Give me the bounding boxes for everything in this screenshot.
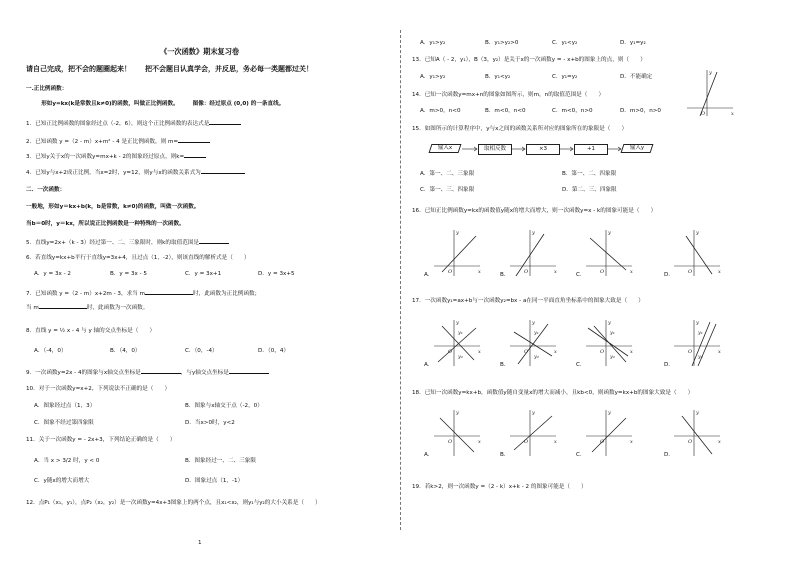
origin-label: O: [524, 349, 529, 355]
question-14-option-b[interactable]: B．m<0，n<0: [485, 108, 526, 114]
question-9-text-b: ，与y轴交点坐标是: [180, 370, 229, 376]
flow-output-y-label: 输入y: [629, 145, 645, 151]
line-label-y2: y₂: [534, 354, 539, 360]
graph-line-1: [440, 418, 474, 452]
axis-label-y: y: [696, 320, 699, 326]
axis-label-x: x: [478, 349, 481, 355]
line-label-y1: y₁: [534, 330, 539, 336]
axis-label-y: y: [608, 410, 611, 416]
question-13: 13．已知A（ - 2，y₁），B（3，y₂）是关于x的一次函数y = - x+b的图象上的点，则（ ）: [412, 57, 646, 63]
axis-label-x: x: [718, 439, 721, 445]
axis-label-y: y: [608, 320, 611, 326]
question-6-option-c[interactable]: C．y = 3x+1: [185, 271, 222, 277]
question-7: [26, 289, 260, 298]
flow-arrows: [460, 146, 624, 152]
question-4-text: 4．已知y与x+2成正比例，当x=2时，y=12，则y与x的函数关系式为: [26, 170, 201, 176]
question-9-text: 9．一次函数y=2x - 4的图象与x轴交点坐标是: [26, 370, 141, 376]
question-3: [26, 152, 206, 161]
graph-line-1: [514, 416, 552, 450]
answer-blank[interactable]: [209, 119, 241, 125]
question-3-text: 3．已知y关于x的一次函数y=mx+k - 2的图象经过原点，则k=: [26, 154, 185, 160]
question-19: 19．若k>2，则一次函数y =（2 - k）x+k - 2 的图象可能是（ ）: [412, 484, 587, 490]
q16-option-graph-b: [508, 228, 558, 278]
origin-label: O: [448, 349, 453, 355]
graph-line-1: [682, 416, 712, 454]
q17-option-graph-b: [508, 318, 558, 368]
answer-blank[interactable]: [184, 152, 206, 158]
question-10: 10．对于一次函数y=x+2，下列说法不正确的是（ ）: [26, 386, 171, 392]
axis-label-x: x: [718, 269, 721, 275]
q17-option-d[interactable]: D.: [664, 362, 671, 368]
question-7-text-c: 当 m: [26, 305, 39, 311]
column-divider: [400, 30, 401, 530]
line-label-y1: y₁: [458, 330, 463, 336]
question-5-text: 5．直线y=2x+（k - 3）经过第一、二、三象限时，则k的取值范围是: [26, 240, 199, 246]
question-15-option-b[interactable]: B．第一、二、四象限: [562, 171, 617, 177]
q17-option-c[interactable]: C.: [576, 362, 582, 368]
line-label-y1: y₁: [698, 330, 703, 336]
axis-label-x: x: [630, 439, 633, 445]
graph-line-1: [438, 328, 476, 362]
q16-option-c[interactable]: C.: [576, 272, 582, 278]
question-5: [26, 238, 229, 247]
origin-label: O: [688, 269, 693, 275]
intro-note: 请自己完成，把不会的题圈起来！ 把不会题目认真学会，并反思，务必每一类题都过关！: [26, 65, 313, 73]
question-10-option-d[interactable]: D．当x>0时，y<2: [185, 420, 235, 426]
q18-option-d[interactable]: D.: [664, 452, 671, 458]
flow-negate: 取相反数: [478, 144, 512, 155]
question-6-option-b[interactable]: B．y = 3x - 5: [110, 271, 147, 277]
question-1-text: 1．已知正比例函数的图象经过点（-2，6），则这个正比例函数的表达式是: [26, 121, 210, 127]
axis-label-x: x: [731, 111, 734, 117]
section-2-definition: 一般地，形如y＝kx+b(k，b是常数，k≠0)的函数，叫做一次函数。: [26, 204, 200, 210]
question-8-option-a[interactable]: A．（-4，0）: [34, 348, 67, 354]
origin-label: O: [524, 269, 529, 275]
answer-blank[interactable]: [39, 303, 87, 309]
q16-option-graph-d: [672, 228, 722, 278]
question-7-line-2: [26, 303, 148, 312]
q17-option-graph-c: [584, 318, 634, 368]
origin-label: O: [688, 349, 693, 355]
q18-option-graph-b: [508, 408, 558, 458]
question-11-option-d[interactable]: D．图象过点（1，-1）: [185, 478, 244, 484]
question-16: 16．已知正比例函数y=kx的函数值y随x的增大而增大，则一次函数y=x - k的图象可能是（ ）: [412, 208, 657, 214]
flow-input-x-label: 输入x: [437, 145, 453, 151]
flow-plus-1: +1: [574, 144, 608, 155]
section-1-definition: 形如y=kx(k是常数且k≠0)的函数，叫做正比例函数。 图像：经过原点 (0,0) 的一条直线。: [30, 101, 285, 107]
line-label-y2: y₂: [698, 354, 703, 360]
question-12-option-d[interactable]: D．y₁=y₂: [620, 40, 646, 46]
question-7-text-b: 时，此函数为正比例函数；: [193, 291, 261, 297]
graph-line-2: [514, 332, 552, 356]
question-14-option-d[interactable]: D．m>0，n>0: [620, 108, 661, 114]
question-11-option-a[interactable]: A．当 x > 3/2 时，y < 0: [34, 458, 100, 464]
axis-label-y: y: [709, 70, 712, 76]
question-13-option-a[interactable]: A．y₁>y₂: [420, 74, 446, 80]
q18-option-graph-d: [672, 408, 722, 458]
section-2-definition-2: 当b＝0时，y＝kx，所以说正比例函数是一种特殊的一次函数。: [26, 221, 185, 227]
question-1: [26, 119, 241, 128]
page-number: 1: [198, 540, 202, 546]
question-7-text: 7．已知函数 y =（2 - m）x+2m - 3，求当 m: [26, 291, 145, 297]
axis-label-y: y: [696, 230, 699, 236]
q18-option-a[interactable]: A.: [424, 452, 430, 458]
q16-option-a[interactable]: A.: [424, 272, 430, 278]
axis-label-y: y: [532, 320, 535, 326]
origin-label: O: [600, 269, 605, 275]
origin-label: O: [701, 111, 706, 117]
axis-label-y: y: [532, 230, 535, 236]
question-14-graph: [685, 68, 735, 118]
section-1-heading: 一.正比例函数：: [26, 86, 68, 92]
origin-label: O: [524, 439, 529, 445]
question-13-option-d[interactable]: D．不能确定: [620, 74, 653, 80]
question-8: 8．直线 y = ½ x - 4 与 y 轴的交点坐标是（ ）: [26, 328, 156, 334]
axis-label-y: y: [456, 230, 459, 236]
axis-label-x: x: [554, 349, 557, 355]
axis-label-x: x: [478, 439, 481, 445]
axis-label-y: y: [456, 320, 459, 326]
flow-output-y: [622, 144, 652, 153]
q18-option-graph-a: [432, 408, 482, 458]
question-13-option-b[interactable]: B．y₁<y₂: [485, 74, 511, 80]
question-14: 14．已知一次函数y=mx+n的图象如图所示，则m，n的取值范围是（ ）: [412, 92, 605, 98]
section-2-heading: 二．一次函数：: [26, 187, 66, 193]
answer-blank[interactable]: [178, 137, 210, 143]
line-label-y2: y₂: [458, 354, 463, 360]
question-6-option-a[interactable]: A．y = 3x - 2: [34, 271, 71, 277]
answer-blank[interactable]: [145, 289, 193, 295]
question-10-option-a[interactable]: A．图象经过点（1，3）: [34, 403, 96, 409]
q16-option-graph-c: [584, 228, 634, 278]
q17-option-graph-d: [672, 318, 722, 368]
question-17: 17．一次函数y₁=ax+b与一次函数y₂=bx - a在同一平面直角坐标系中的图象大致是（ ）: [412, 298, 644, 304]
question-14-option-a[interactable]: A．m>0，n<0: [420, 108, 461, 114]
question-7-text-d: 时，此函数为一次函数。: [86, 305, 149, 311]
origin-label: O: [688, 439, 693, 445]
q16-option-b[interactable]: B.: [500, 272, 506, 278]
question-12-option-c[interactable]: C．y₁<y₂: [552, 40, 578, 46]
question-15: 15．如图所示的计算程序中，y与x之间的函数关系所对应的图象所在的象限是（ ）: [412, 126, 628, 132]
origin-label: O: [600, 439, 605, 445]
question-15-option-c[interactable]: C．第一、三、四象限: [420, 187, 475, 193]
axis-label-y: y: [532, 410, 535, 416]
line-label-y1: y₁: [610, 330, 615, 336]
axis-label-y: y: [608, 230, 611, 236]
answer-blank[interactable]: [201, 168, 245, 174]
q17-option-b[interactable]: B.: [500, 362, 506, 368]
question-8-option-b[interactable]: B．（4，0）: [110, 348, 141, 354]
origin-label: O: [448, 269, 453, 275]
q18-option-c[interactable]: C.: [576, 452, 582, 458]
axis-label-x: x: [718, 349, 721, 355]
line-label-y2: y₂: [610, 354, 615, 360]
question-12: 12．点P₁（x₁，y₁），点P₂（x₂，y₂）是一次函数y=4x+3图象上的两个点，且x₁<x₂，则y₁与y₂的大小关系是（ ）: [26, 500, 321, 506]
axis-label-x: x: [554, 439, 557, 445]
question-15-option-a[interactable]: A．第一、二、三象限: [420, 171, 475, 177]
question-2: [26, 137, 210, 146]
q17-option-a[interactable]: A.: [424, 362, 430, 368]
graph-line-1: [590, 238, 626, 270]
q18-option-b[interactable]: B.: [500, 452, 506, 458]
question-2-text: 2．已知函数 y =（2 - m）x+m² - 4 是正比例函数，则 m=: [26, 139, 179, 145]
flow-times-3: ×3: [526, 144, 560, 155]
axis-label-y: y: [696, 410, 699, 416]
origin-label: O: [448, 439, 453, 445]
origin-label: O: [600, 349, 605, 355]
axis-label-x: x: [478, 269, 481, 275]
answer-blank[interactable]: [141, 368, 181, 374]
question-15-option-d[interactable]: D．第二、三、四象限: [562, 187, 617, 193]
question-6-option-d[interactable]: D．y = 3x+5: [258, 271, 295, 277]
question-8-option-c[interactable]: C．（0，-4）: [185, 348, 218, 354]
axis-label-y: y: [456, 410, 459, 416]
answer-blank[interactable]: [229, 368, 269, 374]
question-12-option-a[interactable]: A．y₁>y₂: [420, 40, 446, 46]
question-11-option-c[interactable]: C．y随x的增大而增大: [34, 478, 90, 484]
question-6: 6．若直线y=kx+b平行于直线y=3x+4，且过点（1，-2），则该直线的解析式是（ ）: [26, 255, 250, 261]
graph-line-1: [592, 418, 626, 452]
question-18: 18．已知一次函数y=kx+b，函数值y随自变量x的增大而减小，且kb<0，则函数y=kx+b的图象大致是（ ）: [412, 390, 694, 396]
q18-option-graph-c: [584, 408, 634, 458]
question-9: [26, 368, 269, 377]
right-column: [402, 0, 794, 561]
axis-label-x: x: [630, 269, 633, 275]
question-12-option-b[interactable]: B．y₁>y₂>0: [485, 40, 519, 46]
graph-line-1: [442, 236, 476, 272]
answer-blank[interactable]: [199, 238, 229, 244]
question-11: 11．关于一次函数y = - 2x+3，下列结论正确的是（ ）: [26, 437, 176, 443]
flow-input-x: [430, 144, 460, 153]
question-4: [26, 168, 245, 177]
question-13-option-c[interactable]: C．y₁=y₂: [552, 74, 578, 80]
q16-option-d[interactable]: D.: [664, 272, 671, 278]
axis-label-x: x: [630, 349, 633, 355]
question-14-option-c[interactable]: C．m<0，n>0: [552, 108, 593, 114]
page-title: 《一次函数》期末复习卷: [160, 47, 240, 56]
question-11-option-b[interactable]: B．图象经过一、二、三象限: [185, 458, 256, 464]
question-8-option-d[interactable]: D．（0，4）: [258, 348, 290, 354]
question-10-option-c[interactable]: C．图象不经过第四象限: [34, 420, 94, 426]
question-10-option-b[interactable]: B．图象与x轴交于点（-2，0）: [185, 403, 263, 409]
q16-option-graph-a: [432, 228, 482, 278]
axis-label-x: x: [554, 269, 557, 275]
q17-option-graph-a: [432, 318, 482, 368]
